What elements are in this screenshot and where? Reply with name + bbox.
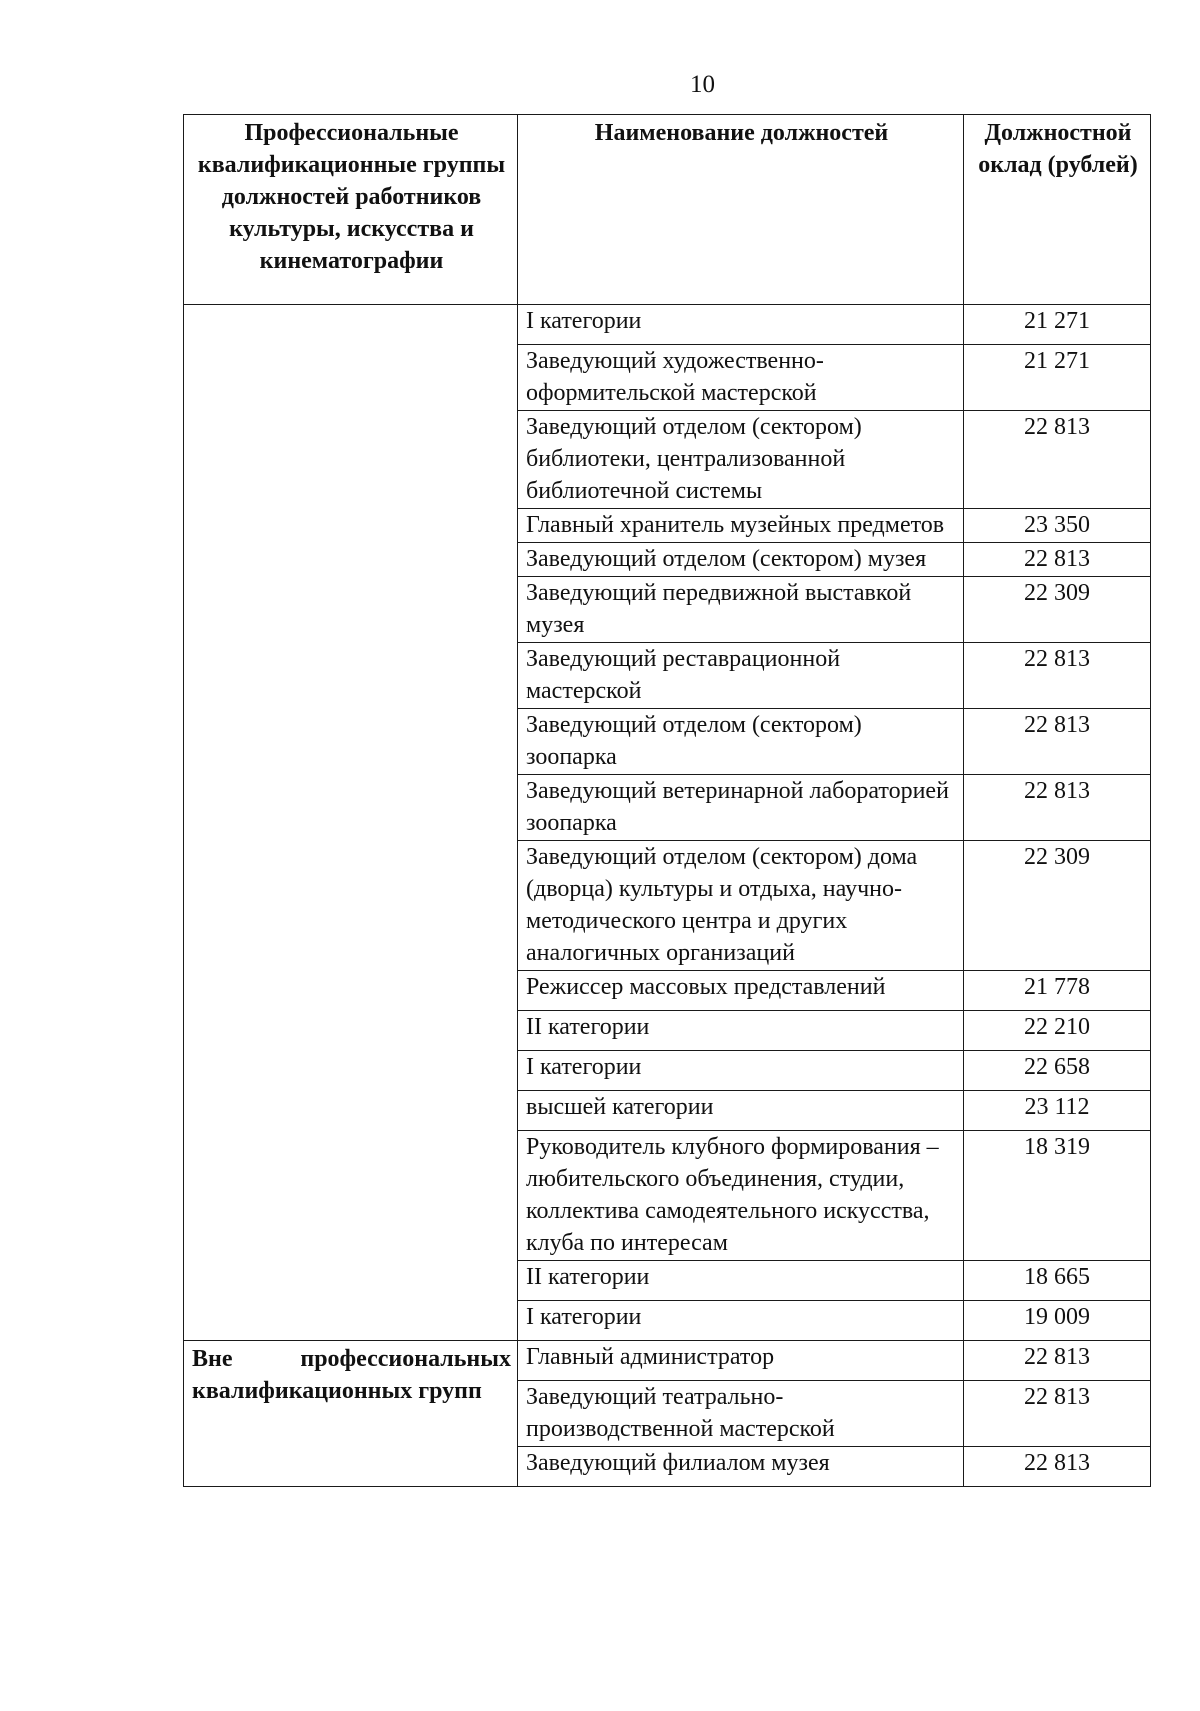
salary-cell: 23 112 [964,1091,1151,1131]
position-cell: Заведующий передвижной выставкой музея [518,577,964,643]
position-cell: I категории [518,1301,964,1341]
header-salary: Должностной оклад (рублей) [964,115,1151,305]
salary-cell: 22 813 [964,1381,1151,1447]
position-cell: Заведующий филиалом музея [518,1447,964,1487]
salary-cell: 22 813 [964,643,1151,709]
salary-cell: 22 309 [964,841,1151,971]
salary-cell: 22 309 [964,577,1151,643]
position-cell: I категории [518,305,964,345]
position-cell: II категории [518,1011,964,1051]
position-cell: Заведующий отделом (сектором) музея [518,543,964,577]
table-header-row [184,115,1151,305]
position-cell: Заведующий отделом (сектором) дома (дворца) культуры и отдыха, научно-методического центра и других аналогичных организаций [518,841,964,971]
position-cell: Главный администратор [518,1341,964,1381]
salary-cell: 22 813 [964,543,1151,577]
salary-cell: 18 665 [964,1261,1151,1301]
salary-cell: 21 778 [964,971,1151,1011]
page-number: 10 [690,71,715,98]
position-cell: Главный хранитель музейных предметов [518,509,964,543]
qualification-group-cell [184,305,518,1341]
salary-cell: 22 658 [964,1051,1151,1091]
position-cell: Заведующий отделом (сектором) библиотеки, централизованной библиотечной системы [518,411,964,509]
position-cell: Заведующий ветеринарной лабораторией зоопарка [518,775,964,841]
salary-cell: 18 319 [964,1131,1151,1261]
salary-cell: 22 813 [964,1447,1151,1487]
salary-cell: 23 350 [964,509,1151,543]
position-cell: Заведующий реставрационной мастерской [518,643,964,709]
table-row [184,305,1151,345]
position-cell: I категории [518,1051,964,1091]
position-cell: Заведующий театрально-производственной мастерской [518,1381,964,1447]
position-cell: Заведующий отделом (сектором) зоопарка [518,709,964,775]
position-cell: Руководитель клубного формирования – любительского объединения, студии, коллектива самодеятельного искусства, клуба по интересам [518,1131,964,1261]
header-qualification-group: Профессиональные квалификационные группы должностей работников культуры, искусства и кинематографии [184,115,518,305]
salary-cell: 19 009 [964,1301,1151,1341]
salary-cell: 22 813 [964,709,1151,775]
position-cell: высшей категории [518,1091,964,1131]
salary-cell: 22 813 [964,775,1151,841]
outside-group-label: Вне профессиональных квалификационных групп [184,1341,518,1487]
salary-cell: 22 813 [964,1341,1151,1381]
position-cell: II категории [518,1261,964,1301]
position-cell: Режиссер массовых представлений [518,971,964,1011]
salary-cell: 21 271 [964,305,1151,345]
salary-table [183,114,1151,1487]
position-cell: Заведующий художественно-оформительской мастерской [518,345,964,411]
salary-cell: 22 813 [964,411,1151,509]
table-row [184,1341,1151,1381]
header-position-name: Наименование должностей [518,115,964,305]
salary-cell: 21 271 [964,345,1151,411]
salary-cell: 22 210 [964,1011,1151,1051]
